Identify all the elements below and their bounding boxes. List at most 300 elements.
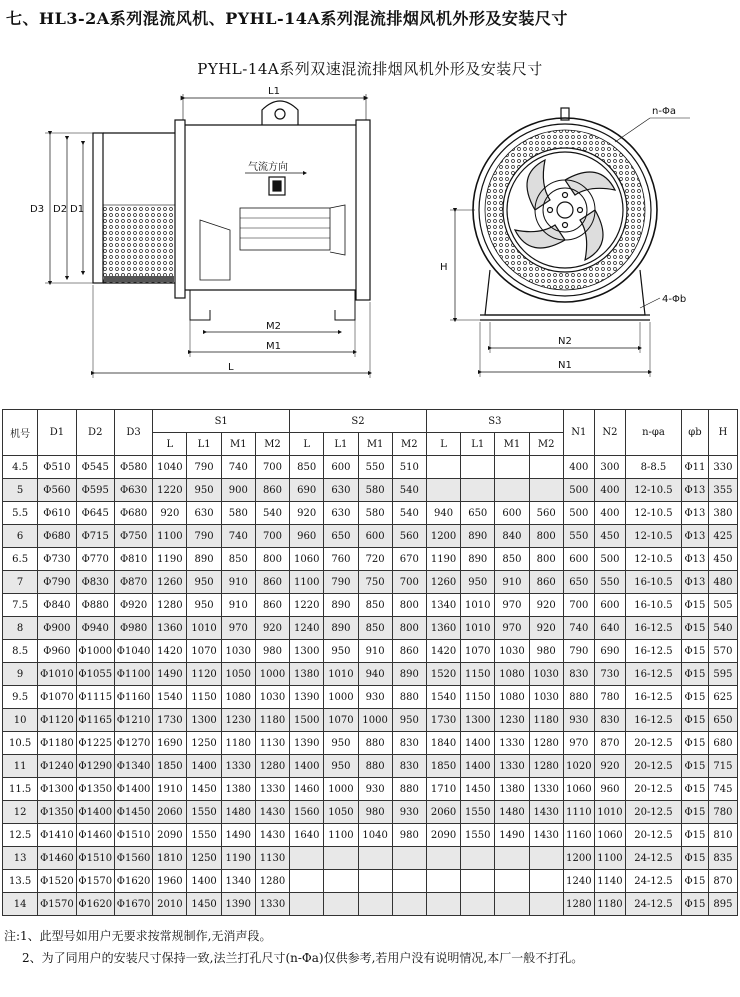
table-cell: Φ1400 <box>114 778 152 801</box>
table-cell: 1490 <box>495 824 529 847</box>
table-cell: 880 <box>392 686 426 709</box>
table-cell: 950 <box>324 640 358 663</box>
table-cell: 690 <box>290 479 324 502</box>
table-cell: 1330 <box>255 893 289 916</box>
table-cell <box>529 847 563 870</box>
table-cell: 920 <box>153 502 187 525</box>
dim-label-l1: L1 <box>268 86 280 97</box>
table-cell: 980 <box>255 640 289 663</box>
table-cell: 400 <box>594 479 625 502</box>
table-cell: 600 <box>324 456 358 479</box>
table-cell: 14 <box>3 893 38 916</box>
table-cell: 540 <box>708 617 737 640</box>
table-cell <box>426 456 460 479</box>
table-cell: 1260 <box>426 571 460 594</box>
table-cell: 1380 <box>290 663 324 686</box>
page-heading: 七、HL3-2A系列混流风机、PYHL-14A系列混流排烟风机外形及安装尺寸 <box>6 9 568 28</box>
table-cell: Φ15 <box>681 824 708 847</box>
table-cell <box>426 893 460 916</box>
table-cell: 860 <box>255 571 289 594</box>
table-cell: 1070 <box>324 709 358 732</box>
table-cell: 920 <box>594 755 625 778</box>
table-cell: 1200 <box>426 525 460 548</box>
table-cell: 950 <box>461 571 495 594</box>
table-cell: 1080 <box>495 686 529 709</box>
table-cell: 1400 <box>290 755 324 778</box>
table-cell: 790 <box>324 571 358 594</box>
table-cell: 1280 <box>153 594 187 617</box>
table-cell: 910 <box>221 571 255 594</box>
table-cell: 800 <box>529 548 563 571</box>
table-cell: 740 <box>221 525 255 548</box>
header-s3: S3 <box>426 410 563 433</box>
table-cell: Φ1070 <box>38 686 76 709</box>
table-cell: Φ1560 <box>114 847 152 870</box>
table-cell: 6 <box>3 525 38 548</box>
side-view <box>45 94 370 378</box>
table-cell: 1330 <box>495 755 529 778</box>
table-cell: Φ1240 <box>38 755 76 778</box>
table-cell <box>392 893 426 916</box>
table-cell: 11.5 <box>3 778 38 801</box>
table-cell: 880 <box>358 732 392 755</box>
table-cell: 12.5 <box>3 824 38 847</box>
table-cell: Φ1620 <box>114 870 152 893</box>
table-cell: Φ1055 <box>76 663 114 686</box>
table-cell: 13.5 <box>3 870 38 893</box>
table-cell: 960 <box>594 778 625 801</box>
dim-label-d2: D2 <box>53 204 68 215</box>
table-cell <box>461 456 495 479</box>
table-cell <box>324 893 358 916</box>
table-row <box>3 732 738 755</box>
table-cell: 1390 <box>290 732 324 755</box>
table-cell: 1240 <box>563 870 594 893</box>
table-cell <box>324 847 358 870</box>
table-cell: 790 <box>187 456 221 479</box>
table-cell: 1380 <box>495 778 529 801</box>
table-row <box>3 686 738 709</box>
table-cell: Φ630 <box>114 479 152 502</box>
table-cell: 1080 <box>221 686 255 709</box>
header-s2-m2: M2 <box>392 433 426 456</box>
table-cell: 850 <box>358 617 392 640</box>
table-cell: 300 <box>594 456 625 479</box>
table-cell: 580 <box>358 479 392 502</box>
table-cell <box>324 870 358 893</box>
table-cell: 930 <box>392 801 426 824</box>
dim-label-n2: N2 <box>558 336 572 347</box>
table-cell: 1230 <box>495 709 529 732</box>
header-s1-m1: M1 <box>221 433 255 456</box>
table-cell: 745 <box>708 778 737 801</box>
table-cell: Φ510 <box>38 456 76 479</box>
table-cell: 1550 <box>461 824 495 847</box>
table-cell: 1430 <box>529 824 563 847</box>
table-row <box>3 847 738 870</box>
table-cell: 1030 <box>495 640 529 663</box>
dim-label-d1: D1 <box>70 204 85 215</box>
table-cell: 1190 <box>153 548 187 571</box>
table-cell: 2060 <box>153 801 187 824</box>
table-cell: 1220 <box>290 594 324 617</box>
table-cell: 910 <box>495 571 529 594</box>
header-s3-m2: M2 <box>529 433 563 456</box>
header-n1: N1 <box>563 410 594 456</box>
table-cell <box>290 847 324 870</box>
table-cell: Φ680 <box>38 525 76 548</box>
table-cell: 600 <box>495 502 529 525</box>
table-cell: 1400 <box>461 732 495 755</box>
table-cell: Φ15 <box>681 870 708 893</box>
table-cell: 1400 <box>461 755 495 778</box>
table-row <box>3 594 738 617</box>
table-cell: 1040 <box>358 824 392 847</box>
table-cell: Φ870 <box>114 571 152 594</box>
table-cell: 1430 <box>255 801 289 824</box>
table-cell: Φ1400 <box>76 801 114 824</box>
table-row <box>3 755 738 778</box>
table-cell: 450 <box>594 525 625 548</box>
table-cell: 1010 <box>594 801 625 824</box>
table-row <box>3 870 738 893</box>
table-cell: 425 <box>708 525 737 548</box>
dim-label-l: L <box>228 362 234 373</box>
table-cell: 1050 <box>221 663 255 686</box>
table-cell: 980 <box>529 640 563 663</box>
table-cell: 12-10.5 <box>625 479 681 502</box>
table-cell: 715 <box>708 755 737 778</box>
table-cell: 1340 <box>221 870 255 893</box>
table-cell: 450 <box>708 548 737 571</box>
table-cell: 800 <box>529 525 563 548</box>
table-cell: 1200 <box>563 847 594 870</box>
table-cell <box>426 479 460 502</box>
table-cell: 1070 <box>187 640 221 663</box>
table-cell: 1000 <box>324 686 358 709</box>
table-cell: 980 <box>392 824 426 847</box>
table-cell: 650 <box>324 525 358 548</box>
table-cell: 24-12.5 <box>625 893 681 916</box>
table-cell: 700 <box>255 456 289 479</box>
table-cell: 595 <box>708 663 737 686</box>
table-cell: Φ1040 <box>114 640 152 663</box>
table-cell: 650 <box>708 709 737 732</box>
table-cell: 830 <box>594 709 625 732</box>
table-cell: 1180 <box>255 709 289 732</box>
table-cell: 1810 <box>153 847 187 870</box>
table-cell: 1550 <box>461 801 495 824</box>
table-cell: 16-10.5 <box>625 571 681 594</box>
header-d1: D1 <box>38 410 76 456</box>
table-cell: 1330 <box>529 778 563 801</box>
table-cell: 800 <box>392 617 426 640</box>
table-cell: Φ1570 <box>38 893 76 916</box>
table-cell: 940 <box>358 663 392 686</box>
table-cell: 680 <box>708 732 737 755</box>
table-cell: 700 <box>563 594 594 617</box>
table-row <box>3 479 738 502</box>
table-cell <box>426 847 460 870</box>
table-cell <box>461 847 495 870</box>
table-cell: 1500 <box>290 709 324 732</box>
table-cell: Φ920 <box>114 594 152 617</box>
table-cell <box>290 870 324 893</box>
table-cell: 1280 <box>529 732 563 755</box>
table-cell: Φ1510 <box>114 824 152 847</box>
table-cell: 7 <box>3 571 38 594</box>
table-cell: 1550 <box>187 801 221 824</box>
table-cell: 550 <box>563 525 594 548</box>
table-cell: 11 <box>3 755 38 778</box>
table-cell: Φ580 <box>114 456 152 479</box>
table-cell: 510 <box>392 456 426 479</box>
table-cell: 1040 <box>153 456 187 479</box>
table-cell: 1030 <box>529 686 563 709</box>
table-cell: 540 <box>255 502 289 525</box>
dim-label-h: H <box>440 262 448 273</box>
table-cell: 1300 <box>187 709 221 732</box>
table-cell: 950 <box>324 755 358 778</box>
table-cell: 1180 <box>594 893 625 916</box>
table-cell <box>358 870 392 893</box>
table-cell: 780 <box>594 686 625 709</box>
table-cell: 625 <box>708 686 737 709</box>
table-cell: 1010 <box>324 663 358 686</box>
table-cell <box>495 847 529 870</box>
table-cell: 1060 <box>594 824 625 847</box>
header-s2-m1: M1 <box>358 433 392 456</box>
table-cell: Φ1350 <box>76 778 114 801</box>
table-cell: Φ1180 <box>38 732 76 755</box>
table-cell: 1560 <box>290 801 324 824</box>
table-cell: 1190 <box>426 548 460 571</box>
table-cell: Φ13 <box>681 525 708 548</box>
table-cell: Φ11 <box>681 456 708 479</box>
table-cell: 1910 <box>153 778 187 801</box>
table-cell: 1010 <box>461 617 495 640</box>
table-row <box>3 893 738 916</box>
table-cell: 780 <box>708 801 737 824</box>
table-cell: Φ13 <box>681 571 708 594</box>
table-cell: Φ1340 <box>114 755 152 778</box>
table-cell: 860 <box>392 640 426 663</box>
table-cell: 580 <box>358 502 392 525</box>
table-cell: 1420 <box>426 640 460 663</box>
table-cell: 890 <box>392 663 426 686</box>
table-cell: 720 <box>358 548 392 571</box>
table-cell: 1010 <box>187 617 221 640</box>
table-cell <box>529 893 563 916</box>
table-cell: 1340 <box>426 594 460 617</box>
table-cell: 1430 <box>255 824 289 847</box>
hole-label-na: n-Φa <box>652 106 676 117</box>
table-cell: 16-12.5 <box>625 640 681 663</box>
table-cell: 730 <box>594 663 625 686</box>
table-cell: 890 <box>461 525 495 548</box>
table-cell: 6.5 <box>3 548 38 571</box>
table-cell: Φ1510 <box>76 847 114 870</box>
table-cell: 355 <box>708 479 737 502</box>
table-cell: Φ1115 <box>76 686 114 709</box>
table-cell: Φ15 <box>681 801 708 824</box>
table-cell: 1400 <box>187 755 221 778</box>
table-cell: 1000 <box>324 778 358 801</box>
table-row <box>3 824 738 847</box>
table-cell: Φ1270 <box>114 732 152 755</box>
table-cell: 700 <box>255 525 289 548</box>
table-cell: 1690 <box>153 732 187 755</box>
table-cell: 24-12.5 <box>625 870 681 893</box>
dim-label-n1: N1 <box>558 360 572 371</box>
table-cell: 24-12.5 <box>625 847 681 870</box>
table-cell: 20-12.5 <box>625 801 681 824</box>
fan-outline-drawing <box>0 80 740 390</box>
table-cell: 1010 <box>461 594 495 617</box>
table-cell: 890 <box>461 548 495 571</box>
table-cell: Φ940 <box>76 617 114 640</box>
table-cell: 1420 <box>153 640 187 663</box>
table-cell: 920 <box>529 617 563 640</box>
table-cell: 750 <box>358 571 392 594</box>
table-cell <box>426 870 460 893</box>
table-cell <box>529 479 563 502</box>
header-s1-m2: M2 <box>255 433 289 456</box>
table-cell: Φ15 <box>681 663 708 686</box>
table-cell: Φ750 <box>114 525 152 548</box>
table-cell: 870 <box>708 870 737 893</box>
table-cell: Φ1460 <box>38 847 76 870</box>
table-cell: 910 <box>221 594 255 617</box>
dim-label-m2: M2 <box>266 321 281 332</box>
table-cell <box>495 870 529 893</box>
header-na: n-φa <box>625 410 681 456</box>
table-cell: 810 <box>708 824 737 847</box>
table-cell: 670 <box>392 548 426 571</box>
table-cell: 1330 <box>221 755 255 778</box>
table-cell: 1550 <box>187 824 221 847</box>
table-cell: 1520 <box>426 663 460 686</box>
table-cell: 860 <box>255 594 289 617</box>
table-cell: 1100 <box>594 847 625 870</box>
table-row <box>3 502 738 525</box>
table-cell <box>461 479 495 502</box>
table-cell: 930 <box>358 778 392 801</box>
table-cell: 1130 <box>255 847 289 870</box>
table-cell: 1390 <box>221 893 255 916</box>
table-cell: Φ15 <box>681 893 708 916</box>
table-cell: 930 <box>358 686 392 709</box>
table-cell: 1730 <box>153 709 187 732</box>
airflow-label: 气流方向 <box>248 162 288 173</box>
table-cell: 1480 <box>221 801 255 824</box>
table-cell: 2010 <box>153 893 187 916</box>
table-cell: 600 <box>594 594 625 617</box>
table-row <box>3 525 738 548</box>
table-cell: 10.5 <box>3 732 38 755</box>
table-cell: 16-12.5 <box>625 617 681 640</box>
table-cell: 850 <box>495 548 529 571</box>
table-cell: Φ15 <box>681 755 708 778</box>
table-cell: 2090 <box>153 824 187 847</box>
table-row <box>3 571 738 594</box>
table-cell: Φ1290 <box>76 755 114 778</box>
table-cell: 1260 <box>153 571 187 594</box>
table-cell: 8 <box>3 617 38 640</box>
table-cell: 890 <box>324 617 358 640</box>
table-cell: 380 <box>708 502 737 525</box>
dim-label-d3: D3 <box>30 204 45 215</box>
table-cell: Φ790 <box>38 571 76 594</box>
table-cell: 1180 <box>221 732 255 755</box>
table-cell: Φ595 <box>76 479 114 502</box>
table-cell: 1230 <box>221 709 255 732</box>
table-cell: Φ1670 <box>114 893 152 916</box>
table-row <box>3 709 738 732</box>
table-cell: 1060 <box>563 778 594 801</box>
table-cell: 835 <box>708 847 737 870</box>
table-cell: 830 <box>392 732 426 755</box>
table-cell: 16-12.5 <box>625 663 681 686</box>
table-cell: 16-12.5 <box>625 709 681 732</box>
header-jihao: 机号 <box>3 410 38 456</box>
table-cell: Φ610 <box>38 502 76 525</box>
table-cell <box>495 456 529 479</box>
table-cell: 920 <box>255 617 289 640</box>
table-cell: 880 <box>563 686 594 709</box>
table-cell: 970 <box>221 617 255 640</box>
footnotes <box>4 925 583 969</box>
table-cell: 12-10.5 <box>625 502 681 525</box>
header-d3: D3 <box>114 410 152 456</box>
table-cell: Φ1100 <box>114 663 152 686</box>
table-cell: 850 <box>358 594 392 617</box>
table-cell: Φ1570 <box>76 870 114 893</box>
table-cell: Φ900 <box>38 617 76 640</box>
table-cell: 2090 <box>426 824 460 847</box>
table-cell: 1490 <box>153 663 187 686</box>
table-cell <box>461 893 495 916</box>
table-cell: 1850 <box>153 755 187 778</box>
table-cell: 1250 <box>187 847 221 870</box>
footnote-1: 注:1、此型号如用户无要求按常规制作,无消声段。 <box>4 929 272 943</box>
table-cell: 2060 <box>426 801 460 824</box>
table-cell: Φ13 <box>681 479 708 502</box>
table-cell: 850 <box>221 548 255 571</box>
table-cell: 1140 <box>594 870 625 893</box>
table-cell: 1450 <box>187 778 221 801</box>
table-cell: 20-12.5 <box>625 732 681 755</box>
table-cell: 1030 <box>221 640 255 663</box>
table-cell: 1280 <box>563 893 594 916</box>
table-cell: 1130 <box>255 732 289 755</box>
table-cell <box>461 870 495 893</box>
table-cell: 940 <box>426 502 460 525</box>
table-cell: 630 <box>324 479 358 502</box>
table-cell: 1400 <box>187 870 221 893</box>
table-cell: Φ1010 <box>38 663 76 686</box>
table-cell: 570 <box>708 640 737 663</box>
table-cell: Φ830 <box>76 571 114 594</box>
table-cell: Φ1160 <box>114 686 152 709</box>
header-s1-l1: L1 <box>187 433 221 456</box>
table-cell: 950 <box>392 709 426 732</box>
table-cell: 600 <box>563 548 594 571</box>
table-cell: 1330 <box>255 778 289 801</box>
table-cell: 1150 <box>461 663 495 686</box>
dim-label-m1: M1 <box>266 341 281 352</box>
table-cell: 500 <box>563 479 594 502</box>
